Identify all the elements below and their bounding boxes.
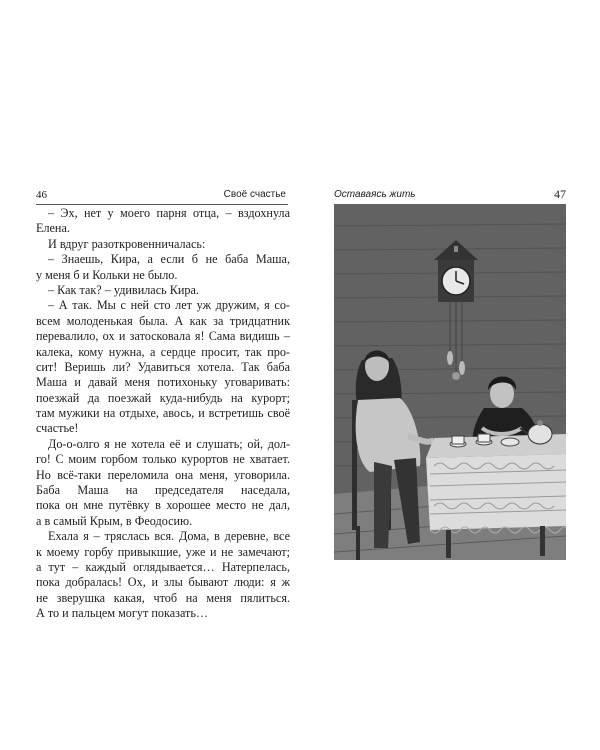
text-line: До-о-олго я не хотела её и слушать; ой, дол- xyxy=(48,436,290,451)
text-line: пока добралась! Ох, и злы бывают люди: я ж xyxy=(36,575,290,590)
text-line: перевалило, ох и затосковала я! Сама видишь – xyxy=(36,329,290,344)
text-line: калека, кому нужна, а сердце просит, так про- xyxy=(36,344,290,359)
text-line: а в самый Крым, в Феодосию. xyxy=(36,513,193,528)
right-page-header xyxy=(334,188,566,205)
text-line: – Как так? – удивилась Кира. xyxy=(48,282,199,297)
text-line: А то и пальцем могут показать… xyxy=(36,606,209,621)
illustration-two-women-at-tea-table xyxy=(334,204,566,560)
text-line: – Знаешь, Кира, а если б не баба Маша, xyxy=(48,252,290,267)
text-line: не зверушка какая, чтоб на меня пялиться. xyxy=(36,590,290,605)
right-page-number: 47 xyxy=(554,187,566,201)
left-page-header xyxy=(36,188,288,205)
text-line: пока он мне путёвку в хорошее место не дал, xyxy=(36,498,290,513)
left-page-body-text xyxy=(36,206,290,622)
left-running-title: Своё счастье xyxy=(223,189,286,200)
text-line: счастье! xyxy=(36,421,79,436)
text-line: а тут – каждый оглядывается… Натерпелась, xyxy=(36,559,290,574)
text-line: И вдруг разоткровенничалась: xyxy=(48,236,206,251)
right-running-title: Оставаясь жить xyxy=(334,189,416,200)
text-line: Елена. xyxy=(36,221,70,236)
text-line: го! С моим горбом только курортов не хватает. xyxy=(36,452,290,467)
text-line: Маша и давай меня потихоньку уговаривать: xyxy=(36,375,290,390)
text-line: Баба Маша на председателя наседала, xyxy=(36,483,290,498)
text-line: – Эх, нет у моего парня отца, – вздохнула xyxy=(48,206,290,220)
text-line: к моему горбу привыкшие, уже и не замечают; xyxy=(36,544,290,559)
text-line: сит! Веришь ли? Удавиться хотела. Так баба xyxy=(36,359,290,374)
text-line: Ехала я – тряслась вся. Дома, в деревне, все xyxy=(48,529,290,544)
text-line: всем молоденькая была. А как за тридцатник xyxy=(36,313,290,328)
text-line: Но всё-таки переломила она меня, уговорила. xyxy=(36,467,290,482)
text-line: у меня б и Кольки не было. xyxy=(36,267,178,282)
left-page-number: 46 xyxy=(36,189,47,201)
text-line: поезжай да поезжай куда-нибудь на курорт; xyxy=(36,390,290,405)
text-line: там мужики на отдыхе, авось, и встретишь своё xyxy=(36,406,290,421)
text-line: – А так. Мы с ней сто лет уж дружим, я со- xyxy=(48,298,290,313)
